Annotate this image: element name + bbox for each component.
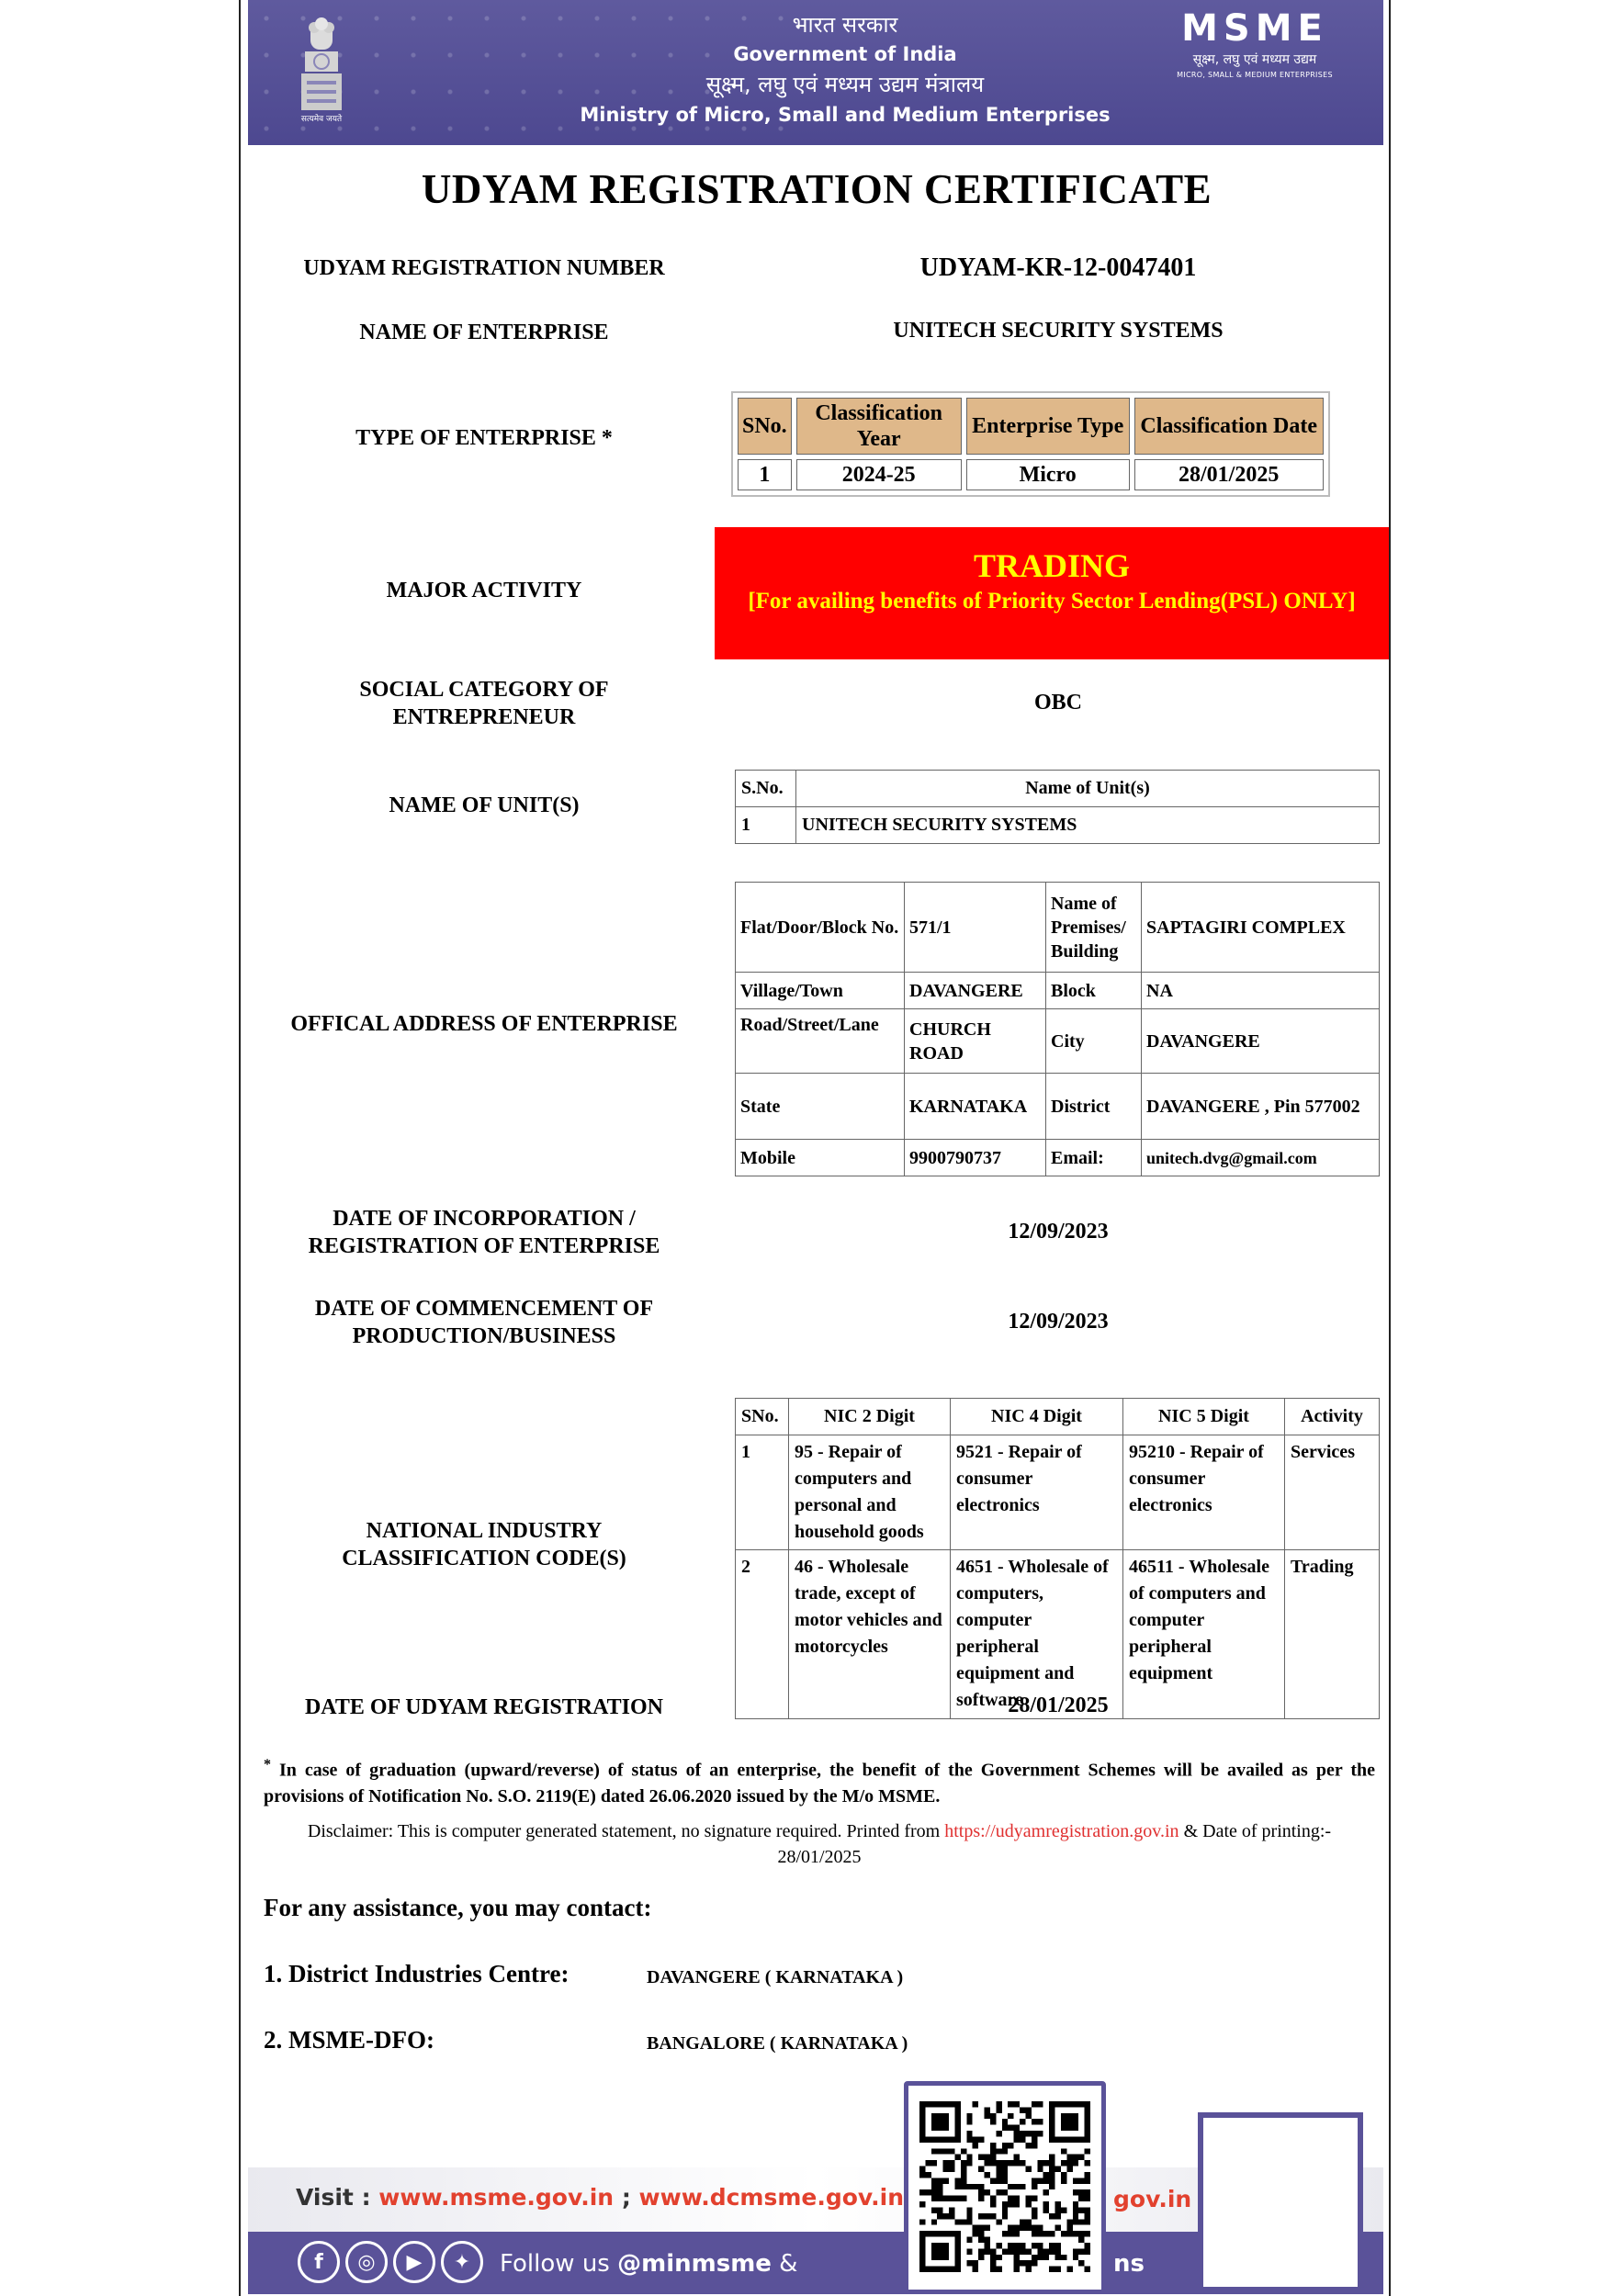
government-heading	[524, 9, 1167, 129]
flat-label: Flat/Door/Block No.	[736, 883, 905, 973]
nic-header-4digit: NIC 4 Digit	[951, 1399, 1123, 1435]
district-value: DAVANGERE , Pin 577002	[1142, 1074, 1380, 1140]
graduation-footnote	[264, 1752, 1375, 1809]
nic-header-5digit: NIC 5 Digit	[1123, 1399, 1285, 1435]
nic-label	[241, 1517, 727, 1572]
dic-label: 1. District Industries Centre:	[264, 1960, 570, 1987]
social-icons	[298, 2241, 483, 2283]
nic-cell-4digit: 4651 - Wholesale of computers, computer peripheral equipment and software	[951, 1550, 1123, 1719]
dfo-label: 2. MSME-DFO:	[264, 2026, 434, 2054]
nic-cell-5digit: 46511 - Wholesale of computers and computer peripheral equipment	[1123, 1550, 1285, 1719]
social-category-label-line2: ENTREPRENEUR	[392, 705, 576, 729]
disclaimer-suffix: & Date of printing:- 28/01/2025	[777, 1821, 1332, 1867]
psl-note: [For availing benefits of Priority Sector Lending(PSL) ONLY]	[748, 589, 1356, 613]
classification-cell-type: Micro	[966, 459, 1130, 490]
follow-prefix: Follow us	[500, 2250, 618, 2278]
units-header-name: Name of Unit(s)	[796, 771, 1380, 807]
road-label: Road/Street/Lane	[736, 1009, 905, 1074]
english-government: Government of India	[733, 43, 957, 65]
follow-us-text	[500, 2250, 797, 2278]
table-row	[736, 807, 1380, 844]
incorporation-date: 12/09/2023	[1008, 1220, 1109, 1244]
nic-header-activity: Activity	[1285, 1399, 1380, 1435]
units-header-sno: S.No.	[736, 771, 796, 807]
social-category-value: OBC	[1033, 691, 1082, 715]
premises-label: Name of Premises/ Building	[1046, 883, 1142, 973]
nic-header-sno: SNo.	[736, 1399, 789, 1435]
facebook-icon[interactable]: f	[298, 2241, 340, 2283]
follow-tail: ns	[1113, 2250, 1145, 2278]
udyam-portal-link[interactable]: https://udyamregistration.gov.in	[944, 1821, 1179, 1841]
nic-label-line2: CLASSIFICATION CODE(S)	[342, 1547, 626, 1570]
address-label: OFFICAL ADDRESS OF ENTERPRISE	[290, 1012, 678, 1036]
visit-separator-1: ;	[614, 2184, 639, 2211]
social-category-label-line1: SOCIAL CATEGORY OF	[359, 678, 609, 702]
nic-cell-activity: Trading	[1285, 1550, 1380, 1719]
classification-table	[731, 391, 1330, 497]
major-activity-box	[715, 527, 1389, 659]
footnote-text: In case of graduation (upward/reverse) of status of an enterprise, the benefit of the Government Schemes will be availed as per the provisions of Notification No. S.O. 2119(E) dated 26.06.2020 issued by the M/o MSME.	[264, 1760, 1376, 1806]
msme-logo-text: MSME	[1181, 7, 1328, 50]
address-table	[735, 882, 1380, 1176]
certificate-page	[239, 0, 1391, 2296]
youtube-icon[interactable]: ▶	[393, 2241, 435, 2283]
mobile-value: 9900790737	[905, 1140, 1046, 1176]
nic-cell-4digit: 9521 - Repair of consumer electronics	[951, 1435, 1123, 1550]
village-value: DAVANGERE	[905, 973, 1046, 1009]
msme-logo	[1163, 7, 1347, 81]
units-cell-sno: 1	[736, 807, 796, 844]
state-value: KARNATAKA	[905, 1074, 1046, 1140]
reg-number-label: UDYAM REGISTRATION NUMBER	[303, 256, 665, 280]
photo-placeholder	[1198, 2112, 1363, 2292]
block-label: Block	[1046, 973, 1142, 1009]
incorporation-label-line1: DATE OF INCORPORATION /	[333, 1207, 636, 1231]
commencement-label	[241, 1295, 727, 1350]
major-activity-label: MAJOR ACTIVITY	[386, 579, 582, 602]
commencement-label-line2: PRODUCTION/BUSINESS	[352, 1324, 616, 1348]
header-banner	[248, 0, 1383, 145]
classification-header-row	[738, 398, 1324, 455]
table-row	[736, 1140, 1380, 1176]
major-activity-value: TRADING	[973, 547, 1130, 584]
commencement-date: 12/09/2023	[1008, 1310, 1109, 1334]
certificate-title: UDYAM REGISTRATION CERTIFICATE	[421, 166, 1212, 212]
table-row	[736, 1074, 1380, 1140]
udyam-reg-date-label: DATE OF UDYAM REGISTRATION	[304, 1695, 664, 1719]
village-label: Village/Town	[736, 973, 905, 1009]
classification-header-sno: SNo.	[738, 398, 792, 455]
reg-number-value: UDYAM-KR-12-0047401	[919, 253, 1197, 282]
nic-cell-activity: Services	[1285, 1435, 1380, 1550]
visit-label: Visit :	[296, 2184, 379, 2211]
enterprise-name-value: UNITECH SECURITY SYSTEMS	[893, 319, 1224, 343]
disclaimer-prefix: Disclaimer: This is computer generated statement, no signature required. Printed from	[307, 1821, 945, 1841]
email-value: unitech.dvg@gmail.com	[1142, 1140, 1380, 1176]
nic-header-row	[736, 1399, 1380, 1435]
units-label: NAME OF UNIT(S)	[389, 793, 580, 817]
classification-header-date: Classification Date	[1134, 398, 1324, 455]
instagram-icon[interactable]: ◎	[345, 2241, 388, 2283]
dfo-value: BANGALORE ( KARNATAKA )	[647, 2033, 908, 2054]
flat-value: 571/1	[905, 883, 1046, 973]
qr-code-frame	[904, 2081, 1106, 2294]
nic-header-2digit: NIC 2 Digit	[789, 1399, 951, 1435]
city-label: City	[1046, 1009, 1142, 1074]
national-emblem-icon	[294, 13, 349, 123]
email-label: Email:	[1046, 1140, 1142, 1176]
nic-cell-2digit: 46 - Wholesale trade, except of motor vehicles and motorcycles	[789, 1550, 951, 1719]
assistance-heading: For any assistance, you may contact:	[264, 1894, 652, 1921]
table-row	[736, 973, 1380, 1009]
block-value: NA	[1142, 973, 1380, 1009]
msme-logo-subtitle: MICRO, SMALL & MEDIUM ENTERPRISES	[1177, 71, 1333, 79]
premises-value: SAPTAGIRI COMPLEX	[1142, 883, 1380, 973]
udyam-reg-date: 28/01/2025	[1008, 1694, 1109, 1717]
incorporation-label	[241, 1205, 727, 1260]
enterprise-name-label: NAME OF ENTERPRISE	[359, 321, 609, 344]
social-category-label	[241, 676, 727, 731]
nic-label-line1: NATIONAL INDUSTRY	[366, 1519, 603, 1543]
classification-header-type: Enterprise Type	[966, 398, 1130, 455]
city-value: DAVANGERE	[1142, 1009, 1380, 1074]
classification-cell-year: 2024-25	[796, 459, 962, 490]
hindi-government: भारत सरकार	[792, 12, 898, 38]
footnote-mark: *	[264, 1757, 271, 1773]
nic-cell-5digit: 95210 - Repair of consumer electronics	[1123, 1435, 1285, 1550]
units-cell-name: UNITECH SECURITY SYSTEMS	[796, 807, 1380, 844]
classification-header-year: Classification Year	[796, 398, 962, 455]
visit-site-tail: gov.in	[1113, 2186, 1192, 2212]
nic-cell-sno: 2	[736, 1550, 789, 1719]
incorporation-label-line2: REGISTRATION OF ENTERPRISE	[308, 1234, 660, 1258]
nic-cell-sno: 1	[736, 1435, 789, 1550]
follow-handle: @minmsme	[617, 2250, 772, 2278]
msme-site-link[interactable]: www.msme.gov.in	[378, 2184, 615, 2211]
msme-logo-hindi: सूक्ष्म, लघु एवं मध्यम उद्यम	[1192, 52, 1317, 67]
units-header-row	[736, 771, 1380, 807]
emblem-caption: सत्यमेव जयते	[300, 115, 343, 124]
dic-value: DAVANGERE ( KARNATAKA )	[647, 1967, 904, 1987]
hindi-ministry: सूक्ष्म, लघु एवं मध्यम उद्यम मंत्रालय	[705, 72, 985, 97]
state-label: State	[736, 1074, 905, 1140]
nic-cell-2digit: 95 - Repair of computers and personal and household goods	[789, 1435, 951, 1550]
twitter-icon[interactable]: ✦	[441, 2241, 483, 2283]
disclaimer	[264, 1818, 1375, 1870]
table-row	[736, 1435, 1380, 1550]
classification-cell-date: 28/01/2025	[1134, 459, 1324, 490]
english-ministry: Ministry of Micro, Small and Medium Enterprises	[580, 104, 1111, 126]
type-of-enterprise-label: TYPE OF ENTERPRISE *	[355, 426, 613, 450]
follow-amp: &	[771, 2250, 798, 2278]
classification-cell-sno: 1	[738, 459, 792, 490]
nic-table	[735, 1398, 1380, 1719]
table-row	[736, 883, 1380, 973]
table-row	[736, 1009, 1380, 1074]
district-label: District	[1046, 1074, 1142, 1140]
table-row	[738, 459, 1324, 490]
visit-line	[296, 2184, 921, 2211]
road-value: CHURCH ROAD	[905, 1009, 1046, 1074]
qr-code-icon	[919, 2097, 1090, 2277]
dcmsme-site-link[interactable]: www.dcmsme.gov.in	[638, 2184, 905, 2211]
mobile-label: Mobile	[736, 1140, 905, 1176]
commencement-label-line1: DATE OF COMMENCEMENT OF	[314, 1297, 654, 1321]
units-table	[735, 770, 1380, 844]
